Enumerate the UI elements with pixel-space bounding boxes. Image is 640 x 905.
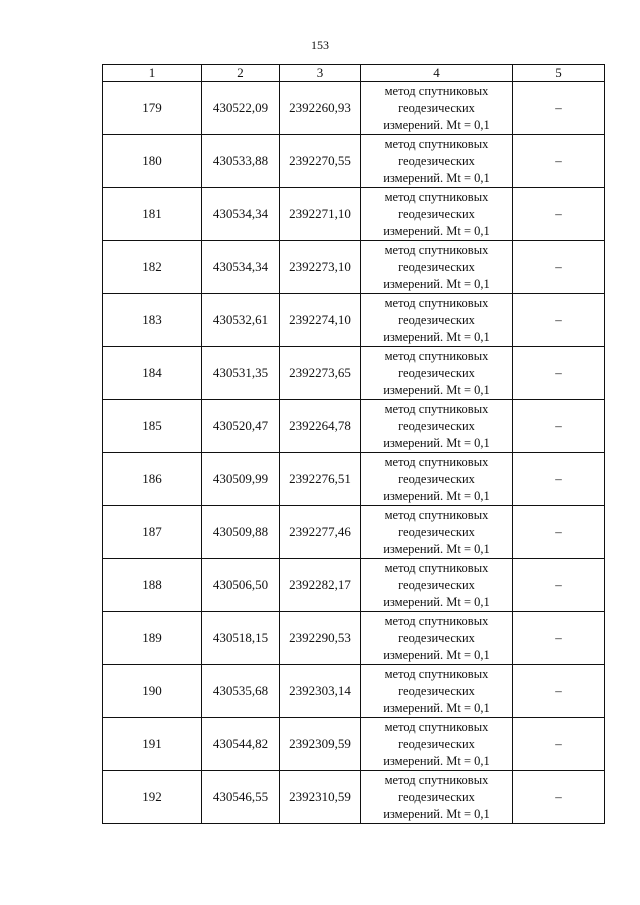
point-number: 181 <box>103 188 202 241</box>
method-line-3: измерений. Mt = 0,1 <box>383 435 490 450</box>
method-description <box>361 559 513 612</box>
point-number: 188 <box>103 559 202 612</box>
method-line-3: измерений. Mt = 0,1 <box>383 541 490 556</box>
table-header-row <box>103 65 605 82</box>
table-row <box>103 718 605 771</box>
coordinate-x: 430534,34 <box>202 188 280 241</box>
method-line-2: геодезических <box>398 736 475 751</box>
table-row <box>103 241 605 294</box>
point-number: 179 <box>103 82 202 135</box>
coordinate-x: 430520,47 <box>202 400 280 453</box>
coordinate-y: 2392264,78 <box>280 400 361 453</box>
point-number: 183 <box>103 294 202 347</box>
coordinate-x: 430522,09 <box>202 82 280 135</box>
method-line-2: геодезических <box>398 259 475 274</box>
point-number: 185 <box>103 400 202 453</box>
coordinate-y: 2392274,10 <box>280 294 361 347</box>
method-description <box>361 135 513 188</box>
coordinate-y: 2392273,65 <box>280 347 361 400</box>
method-line-2: геодезических <box>398 312 475 327</box>
point-number: 189 <box>103 612 202 665</box>
column-header: 5 <box>513 65 605 82</box>
method-line-2: геодезических <box>398 206 475 221</box>
method-line-3: измерений. Mt = 0,1 <box>383 647 490 662</box>
note-dash: – <box>513 135 605 188</box>
coordinate-x: 430506,50 <box>202 559 280 612</box>
method-description <box>361 241 513 294</box>
method-description <box>361 82 513 135</box>
note-dash: – <box>513 718 605 771</box>
coordinate-y: 2392282,17 <box>280 559 361 612</box>
method-line-3: измерений. Mt = 0,1 <box>383 806 490 821</box>
table-row <box>103 506 605 559</box>
coordinates-table <box>102 64 605 824</box>
coordinate-x: 430546,55 <box>202 771 280 824</box>
column-header: 1 <box>103 65 202 82</box>
method-line-2: геодезических <box>398 577 475 592</box>
point-number: 186 <box>103 453 202 506</box>
method-line-3: измерений. Mt = 0,1 <box>383 753 490 768</box>
note-dash: – <box>513 665 605 718</box>
coordinate-x: 430518,15 <box>202 612 280 665</box>
method-line-3: измерений. Mt = 0,1 <box>383 223 490 238</box>
point-number: 190 <box>103 665 202 718</box>
method-line-1: метод спутниковых <box>384 136 489 151</box>
method-line-2: геодезических <box>398 471 475 486</box>
method-line-1: метод спутниковых <box>384 666 489 681</box>
coordinate-y: 2392309,59 <box>280 718 361 771</box>
coordinate-x: 430533,88 <box>202 135 280 188</box>
table-row <box>103 771 605 824</box>
coordinate-x: 430532,61 <box>202 294 280 347</box>
note-dash: – <box>513 294 605 347</box>
coordinate-x: 430509,99 <box>202 453 280 506</box>
method-line-1: метод спутниковых <box>384 189 489 204</box>
method-line-3: измерений. Mt = 0,1 <box>383 594 490 609</box>
method-line-1: метод спутниковых <box>384 348 489 363</box>
column-header: 2 <box>202 65 280 82</box>
table-body <box>103 82 605 824</box>
method-line-1: метод спутниковых <box>384 401 489 416</box>
table-row <box>103 612 605 665</box>
method-line-3: измерений. Mt = 0,1 <box>383 117 490 132</box>
coordinate-y: 2392270,55 <box>280 135 361 188</box>
method-line-1: метод спутниковых <box>384 719 489 734</box>
method-line-2: геодезических <box>398 153 475 168</box>
method-description <box>361 294 513 347</box>
note-dash: – <box>513 400 605 453</box>
method-description <box>361 718 513 771</box>
method-line-3: измерений. Mt = 0,1 <box>383 329 490 344</box>
table-row <box>103 400 605 453</box>
coordinate-y: 2392273,10 <box>280 241 361 294</box>
method-line-2: геодезических <box>398 418 475 433</box>
point-number: 187 <box>103 506 202 559</box>
coordinate-y: 2392277,46 <box>280 506 361 559</box>
coordinate-x: 430509,88 <box>202 506 280 559</box>
coordinate-x: 430535,68 <box>202 665 280 718</box>
point-number: 182 <box>103 241 202 294</box>
coordinate-y: 2392276,51 <box>280 453 361 506</box>
method-line-2: геодезических <box>398 683 475 698</box>
method-line-2: геодезических <box>398 524 475 539</box>
method-line-1: метод спутниковых <box>384 242 489 257</box>
table-row <box>103 135 605 188</box>
method-description <box>361 400 513 453</box>
note-dash: – <box>513 559 605 612</box>
method-line-3: измерений. Mt = 0,1 <box>383 276 490 291</box>
point-number: 192 <box>103 771 202 824</box>
note-dash: – <box>513 82 605 135</box>
method-description <box>361 506 513 559</box>
method-description <box>361 665 513 718</box>
point-number: 184 <box>103 347 202 400</box>
coordinate-y: 2392260,93 <box>280 82 361 135</box>
method-line-2: геодезических <box>398 789 475 804</box>
method-line-1: метод спутниковых <box>384 295 489 310</box>
method-line-1: метод спутниковых <box>384 454 489 469</box>
table-row <box>103 294 605 347</box>
method-line-1: метод спутниковых <box>384 83 489 98</box>
note-dash: – <box>513 241 605 294</box>
method-line-2: геодезических <box>398 100 475 115</box>
note-dash: – <box>513 453 605 506</box>
method-line-1: метод спутниковых <box>384 613 489 628</box>
coordinate-y: 2392303,14 <box>280 665 361 718</box>
table-row <box>103 453 605 506</box>
table-row <box>103 188 605 241</box>
method-description <box>361 453 513 506</box>
coordinate-y: 2392310,59 <box>280 771 361 824</box>
column-header: 4 <box>361 65 513 82</box>
coordinate-y: 2392271,10 <box>280 188 361 241</box>
page-number: 153 <box>311 38 329 52</box>
table-row <box>103 559 605 612</box>
table-row <box>103 347 605 400</box>
coordinate-x: 430531,35 <box>202 347 280 400</box>
note-dash: – <box>513 771 605 824</box>
method-line-3: измерений. Mt = 0,1 <box>383 700 490 715</box>
note-dash: – <box>513 506 605 559</box>
method-line-3: измерений. Mt = 0,1 <box>383 382 490 397</box>
note-dash: – <box>513 347 605 400</box>
table-row <box>103 82 605 135</box>
table-row <box>103 665 605 718</box>
coordinate-x: 430544,82 <box>202 718 280 771</box>
method-line-3: измерений. Mt = 0,1 <box>383 170 490 185</box>
method-description <box>361 612 513 665</box>
column-header: 3 <box>280 65 361 82</box>
method-description <box>361 188 513 241</box>
method-line-1: метод спутниковых <box>384 507 489 522</box>
method-line-3: измерений. Mt = 0,1 <box>383 488 490 503</box>
coordinate-y: 2392290,53 <box>280 612 361 665</box>
point-number: 180 <box>103 135 202 188</box>
method-line-1: метод спутниковых <box>384 560 489 575</box>
note-dash: – <box>513 612 605 665</box>
method-line-2: геодезических <box>398 365 475 380</box>
method-description <box>361 771 513 824</box>
method-description <box>361 347 513 400</box>
note-dash: – <box>513 188 605 241</box>
point-number: 191 <box>103 718 202 771</box>
coordinate-x: 430534,34 <box>202 241 280 294</box>
method-line-2: геодезических <box>398 630 475 645</box>
method-line-1: метод спутниковых <box>384 772 489 787</box>
